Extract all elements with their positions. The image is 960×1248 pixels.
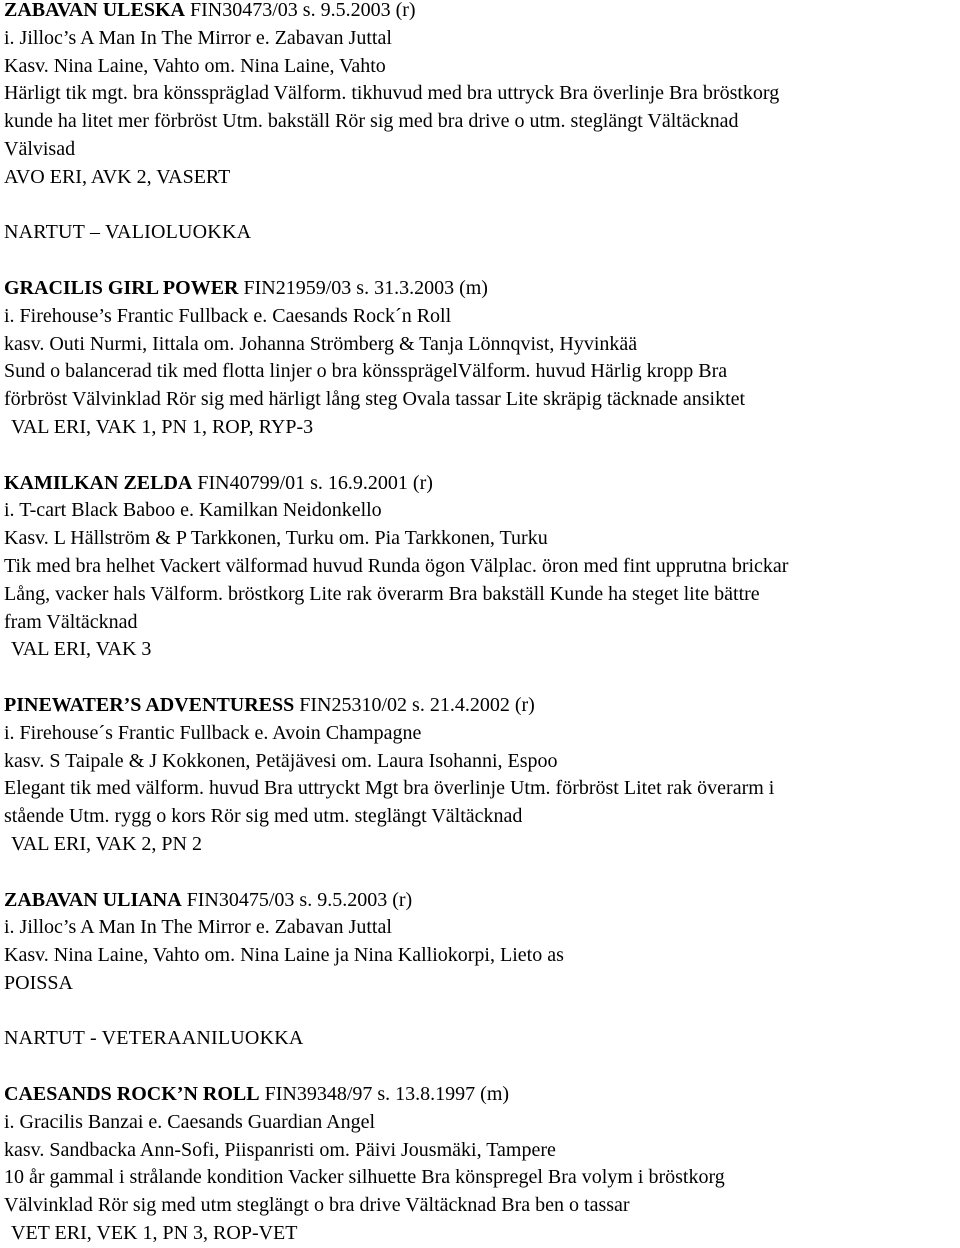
dog-registration: FIN39348/97 s. 13.8.1997 (m)	[259, 1083, 510, 1106]
entry-parents: i. Jilloc’s A Man In The Mirror e. Zabavan Juttal	[4, 26, 392, 49]
dog-name: KAMILKAN ZELDA	[4, 471, 193, 494]
entry-critique: Härligt tik mgt. bra könsspräglad Välform. tikhuvud med bra uttryck Bra överlinje Bra bröstkorg	[4, 82, 780, 105]
entry-critique: Elegant tik med välform. huvud Bra uttryckt Mgt bra överlinje Utm. förbröst Litet rak överarm i	[4, 777, 775, 800]
entry-critique: stående Utm. rygg o kors Rör sig med utm. steglängt Vältäcknad	[4, 805, 523, 828]
dog-name: ZABAVAN ULIANA	[4, 888, 182, 911]
entry-critique: Välvinklad Rör sig med utm steglängt o bra drive Vältäcknad Bra ben o tassar	[4, 1194, 630, 1217]
entry-critique: förbröst Välvinklad Rör sig med härligt lång steg Ovala tassar Lite skräpig täcknade ansiktet	[4, 388, 746, 411]
document-page	[4, 0, 958, 1248]
entry-critique: Sund o balancerad tik med flotta linjer o bra könssprägelVälform. huvud Härlig kropp Bra	[4, 360, 728, 383]
dog-registration: FIN21959/03 s. 31.3.2003 (m)	[238, 276, 488, 299]
entry-header	[4, 470, 958, 498]
dog-name: GRACILIS GIRL POWER	[4, 276, 239, 299]
entry-breeder: kasv. S Taipale & J Kokkonen, Petäjävesi om. Laura Isohanni, Espoo	[4, 749, 558, 772]
entry-header	[4, 275, 958, 303]
entry-award: VET ERI, VEK 1, PN 3, ROP-VET	[11, 1222, 298, 1245]
entry-header	[4, 1081, 958, 1109]
spacer	[4, 1053, 958, 1081]
entry-breeder: kasv. Outi Nurmi, Iittala om. Johanna Strömberg & Tanja Lönnqvist, Hyvinkää	[4, 332, 638, 355]
entry-critique: Välvisad	[4, 137, 76, 160]
entry-header	[4, 887, 958, 915]
entry-award: AVO ERI, AVK 2, VASERT	[4, 165, 231, 188]
entry-critique: fram Vältäcknad	[4, 610, 138, 633]
spacer	[4, 247, 958, 275]
entry-breeder: Kasv. Nina Laine, Vahto om. Nina Laine ja Nina Kalliokorpi, Lieto as	[4, 944, 564, 967]
entry-breeder: Kasv. Nina Laine, Vahto om. Nina Laine, Vahto	[4, 54, 386, 77]
spacer	[4, 664, 958, 692]
entry-parents: i. Jilloc’s A Man In The Mirror e. Zabavan Juttal	[4, 916, 392, 939]
entry-note: POISSA	[4, 971, 73, 994]
entry-parents: i. Firehouse´s Frantic Fullback e. Avoin Champagne	[4, 721, 422, 744]
entry-header	[4, 0, 958, 25]
dog-registration: FIN30473/03 s. 9.5.2003 (r)	[185, 0, 416, 21]
dog-registration: FIN40799/01 s. 16.9.2001 (r)	[192, 471, 433, 494]
entry-award: VAL ERI, VAK 2, PN 2	[11, 832, 202, 855]
dog-registration: FIN25310/02 s. 21.4.2002 (r)	[294, 693, 535, 716]
dog-name: CAESANDS ROCK’N ROLL	[4, 1083, 260, 1106]
dog-name: PINEWATER’S ADVENTURESS	[4, 693, 295, 716]
spacer	[4, 442, 958, 470]
entry-critique: Lång, vacker hals Välform. bröstkorg Lite rak överarm Bra bakställ Kunde ha steget lite bättre	[4, 582, 760, 605]
entry-award: VAL ERI, VAK 3	[11, 638, 152, 661]
dog-name: ZABAVAN ULESKA	[4, 0, 185, 21]
section-heading-veteraaniluokka: NARTUT - VETERAANILUOKKA	[4, 1027, 304, 1050]
spacer	[4, 859, 958, 887]
section-heading-valioluokka: NARTUT – VALIOLUOKKA	[4, 221, 252, 244]
entry-parents: i. Gracilis Banzai e. Caesands Guardian Angel	[4, 1110, 375, 1133]
entry-critique: Tik med bra helhet Vackert välformad huvud Runda ögon Välplac. öron med fint upprutna brickar	[4, 554, 789, 577]
entry-critique: 10 år gammal i strålande kondition Vacker silhuette Bra könspregel Bra volym i bröstkorg	[4, 1166, 725, 1189]
spacer	[4, 192, 958, 220]
spacer	[4, 998, 958, 1026]
entry-breeder: Kasv. L Hällström & P Tarkkonen, Turku om. Pia Tarkkonen, Turku	[4, 527, 548, 550]
dog-registration: FIN30475/03 s. 9.5.2003 (r)	[181, 888, 413, 911]
entry-parents: i. T-cart Black Baboo e. Kamilkan Neidonkello	[4, 499, 382, 522]
entry-critique: kunde ha litet mer förbröst Utm. bakställ Rör sig med bra drive o utm. steglängt Vältäcknad	[4, 110, 739, 133]
entry-parents: i. Firehouse’s Frantic Fullback e. Caesands Rock´n Roll	[4, 304, 452, 327]
entry-breeder: kasv. Sandbacka Ann-Sofi, Piispanristi om. Päivi Jousmäki, Tampere	[4, 1138, 556, 1161]
entry-header	[4, 692, 958, 720]
entry-award: VAL ERI, VAK 1, PN 1, ROP, RYP-3	[11, 415, 314, 438]
